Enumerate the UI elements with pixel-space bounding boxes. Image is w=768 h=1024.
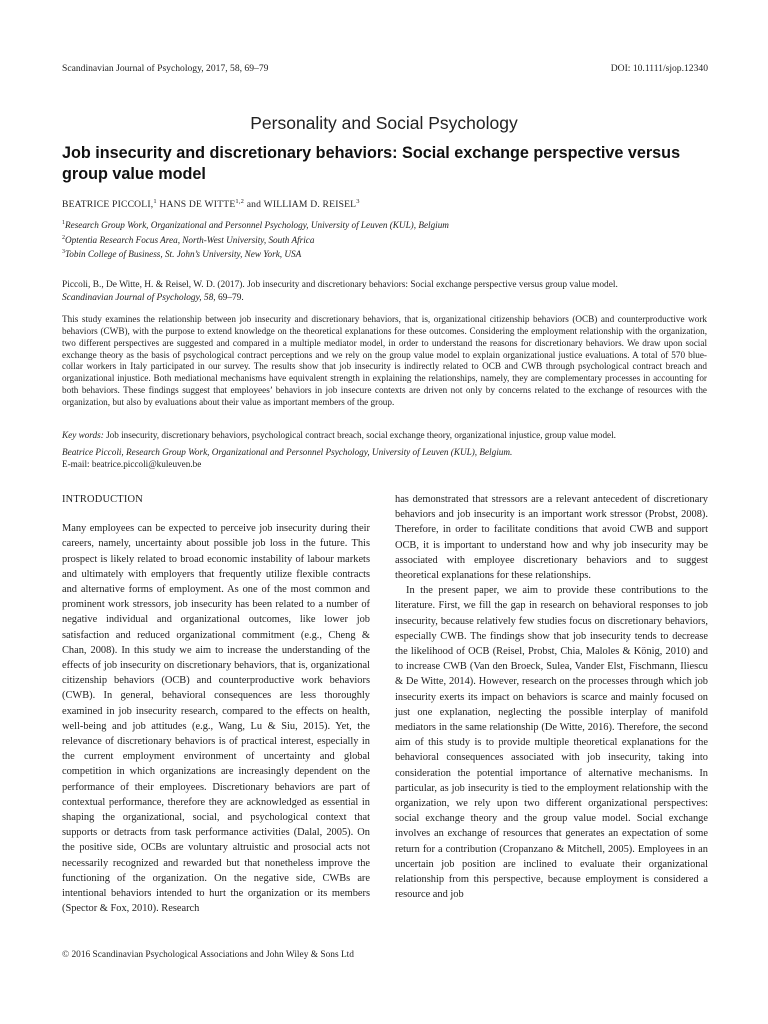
keywords [62, 430, 712, 440]
author-name: BEATRICE PICCOLI, [62, 199, 154, 211]
right-column [395, 492, 708, 902]
author-name: and WILLIAM D. REISEL [244, 199, 357, 211]
body-paragraph: Many employees can be expected to perceive job insecurity during their careers, namely, uncertainty about possible job loss in the future. This prospect is likely related to broad economic instability of labour markets and ultimately with employers that frequently utilize flexible contracts and alternative forms of employment. As one of the most common and prominent work stressors, job insecurity has been related to a number of negative individual and organizational outcomes, like lower job satisfaction and reduced organizational commitment (e.g., Cheng & Chan, 2008). In this study we aim to increase the understanding of the effects of job insecurity on discretionary behaviors, that is, organizational citizenship behaviors (OCB) and counterproductive work behaviors (CWB). In general, behavioral consequences are less thoroughly examined in job insecurity research, compared to the effects on health, well-being and job attitudes (e.g., Wang, Lu & Siu, 2015). Yet, the relevance of discretionary behaviors is of practical interest, especially in the current employment environment of uncertainty and global competition in which organizations are increasingly dependent on the performance of their employees. Discretionary behaviors are part of contextual performance, therefore they are acknowledged as essential in shaping the organizational, social, and psychological context that supports or detracts from task performance activities (Dalal, 2005). On the positive side, OCBs are voluntary altruistic and prosocial acts not necessarily recognized and rewarded but that nonetheless improve the functioning of the organization. On the negative side, CWBs are intentional behaviors intended to hurt the organization or its members (Spector & Fox, 2010). Research [62, 523, 370, 915]
journal-header: Scandinavian Journal of Psychology, 2017, 58, 69–79 [62, 63, 269, 74]
affiliation [62, 246, 449, 261]
author-affil-mark: 1,2 [235, 198, 245, 205]
affiliations [62, 217, 449, 261]
copyright-footer: © 2016 Scandinavian Psychological Associations and John Wiley & Sons Ltd [62, 950, 354, 960]
affiliation-text: Tobin College of Business, St. John’s University, New York, USA [65, 249, 302, 260]
correspondence [62, 446, 712, 470]
citation-journal: Scandinavian Journal of Psychology, 58, [62, 292, 216, 303]
correspondence-address: Beatrice Piccoli, Research Group Work, Organizational and Personnel Psychology, University of Leuven (KUL), Belgium. [62, 447, 513, 457]
body-paragraph: In the present paper, we aim to provide these contributions to the literature. First, we fill the gap in research on behavioral responses to job insecurity, because relatively few studies focus on discretionary behaviors, especially CWB. The findings show that job insecurity tends to decrease the likelihood of OCB (Reisel, Probst, Chia, Maloles & König, 2010) and to increase CWB (Van den Broeck, Sulea, Vander Elst, Fischmann, Iliescu & De Witte, 2014). However, research on the processes through which job insecurity exerts its impact on behaviors is scarce and mainly focused on just one explanation, neglecting the possible interplay of manifold mediators in the same relationship (De Witte, 2016). Therefore, the second aim of this study is to provide multiple theoretical explanations for the behavioral consequences associated with job insecurity, taking into consideration the potential importance of alternative mechanisms. In particular, as job insecurity is tied to the employment relationship with the organization, we rely upon two different organizational perspectives: social exchange theory and the group value model. Social exchange involves an exchange of resources that generates an expectation of some return for a contribution (Cropanzano & Mitchell, 2005). Employees in an uncertain job position are inclined to evaluate their organizational relationship from this perspective, because employment is considered a resource and job [395, 585, 708, 901]
abstract: This study examines the relationship between job insecurity and discretionary behaviors, that is, organizational citizenship behaviors (OCB) and counterproductive work behaviors (CWB), with the purpose to extend knowledge on the theoretical explanations for these outcomes. Considering the employment relationship with the organization, two different perspectives are suggested and compared in a multiple mediator model, in order to understand the reasons for discretionary behaviors. We draw upon social exchange theory as the basis of psychological contract perceptions and we rely on the group value model to explain organizational justice evaluations. A total of 570 blue-collar workers in Italy participated in our survey. The results show that job insecurity is indirectly related to OCB and CWB through psychological contract breach and organizational injustice. Both mediational mechanisms have equivalent strength in explaining the relationships, namely, they are complementary processes in accounting for both behaviors. These findings suggest that employees’ behaviors in job insecure contexts are driven not only by concerns related to the exchange of resources with the organization, but also by evaluations about their value as important members of the group. [62, 314, 707, 407]
affiliation [62, 217, 449, 232]
paper-title: Job insecurity and discretionary behaviors: Social exchange perspective versus group value model [62, 144, 681, 183]
affiliation-text: Optentia Research Focus Area, North-West University, South Africa [65, 234, 315, 245]
correspondence-email[interactable]: E-mail: beatrice.piccoli@kuleuven.be [62, 459, 202, 470]
affiliation-text: Research Group Work, Organizational and Personnel Psychology, University of Leuven (KUL), Belgium [65, 220, 449, 231]
doi-header: DOI: 10.1111/sjop.12340 [610, 63, 708, 74]
authors [62, 198, 360, 210]
affiliation [62, 232, 449, 247]
section-title: Personality and Social Psychology [250, 113, 518, 133]
keywords-text: Job insecurity, discretionary behaviors, psychological contract breach, social exchange theory, organizational injustice, group value model. [103, 430, 616, 440]
citation-text: Piccoli, B., De Witte, H. & Reisel, W. D. (2017). Job insecurity and discretionary behaviors: Social exchange perspective versus group value model. [62, 280, 618, 290]
introduction-heading: INTRODUCTION [62, 494, 143, 505]
citation-pages: 69–79. [215, 292, 244, 303]
left-column [62, 492, 370, 916]
author-affil-mark: 3 [356, 198, 360, 205]
author-name: HANS DE WITTE [156, 199, 236, 211]
affiliation-mark: 1 [62, 220, 65, 226]
body-paragraph: has demonstrated that stressors are a relevant antecedent of discretionary behaviors and job insecurity is an important work stressor (Probst, 2008). Therefore, in order to facilitate conditions that avoid CWB and support OCB, it is important to understand how and why job insecurity may be associated with employee discretionary behaviors and to suggest theoretical explanations for these relationships. [395, 494, 708, 582]
affiliation-mark: 2 [62, 234, 65, 241]
citation [62, 279, 712, 305]
author-affil-mark: 1 [153, 198, 157, 205]
affiliation-mark: 3 [62, 249, 65, 256]
keywords-label: Key words: [62, 430, 104, 440]
